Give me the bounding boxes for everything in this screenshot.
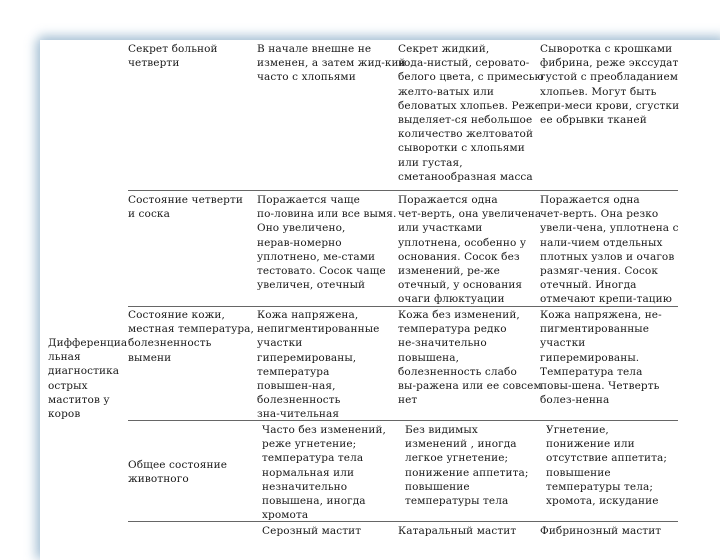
text-line: повы-шена. Четверть bbox=[540, 380, 660, 393]
text-line: размяг-чения. Сосок bbox=[540, 265, 659, 278]
text-line: участки bbox=[257, 337, 303, 350]
text-line: густой с преобладанием bbox=[540, 71, 679, 84]
text-line: повышена, bbox=[398, 351, 460, 364]
text-line: диагностика bbox=[48, 365, 120, 378]
text-line: Кожа напряжена, bbox=[257, 309, 359, 321]
text-line: понижение или bbox=[546, 438, 635, 451]
text-line: изменен, а затем жид-кий bbox=[257, 57, 406, 70]
text-line: Кожа напряжена, не- bbox=[540, 309, 662, 321]
text-line: основания. Сосок без bbox=[398, 250, 520, 263]
text-line: и соска bbox=[128, 208, 170, 221]
text-line: повышен-ная, bbox=[257, 380, 336, 393]
criterion-quarter bbox=[128, 193, 243, 221]
text-line: льная bbox=[48, 351, 81, 364]
text-line: реже угнетение; bbox=[262, 438, 357, 451]
text-line: отмечают крепи-тацию bbox=[540, 293, 673, 306]
text-line: вымени bbox=[128, 351, 172, 364]
text-line: участки bbox=[540, 337, 586, 350]
text-line: пигментированные bbox=[540, 323, 650, 336]
text-line: отсутствие аппетита; bbox=[546, 452, 668, 465]
text-line: четверти bbox=[128, 57, 180, 70]
text-line: температура тела bbox=[262, 452, 364, 465]
text-line: желто-ватых или bbox=[398, 85, 494, 98]
text-line: количество желтоватой bbox=[398, 128, 534, 141]
text-line: чет-верть. Она резко bbox=[540, 208, 659, 221]
text-line: Секрет больной bbox=[128, 43, 218, 55]
text-line: при-меси крови, сгустки bbox=[540, 99, 680, 112]
text-line: нерав-номерно bbox=[257, 236, 342, 249]
text-line: Поражается чаще bbox=[257, 194, 360, 206]
cell-quarter-serous bbox=[257, 193, 396, 292]
footer-catarrhal: Катаральный мастит bbox=[398, 525, 517, 537]
criterion-skin bbox=[128, 308, 254, 365]
text-line: маститов у bbox=[48, 393, 110, 406]
text-line: выделяет-ся небольшое bbox=[398, 114, 533, 127]
text-line: Дифференциа bbox=[48, 337, 128, 349]
text-line: Угнетение, bbox=[546, 424, 609, 436]
text-line: чет-верть, она увеличена bbox=[398, 208, 542, 221]
text-line: плотных узлов и очагов bbox=[540, 250, 675, 263]
text-line: Поражается одна bbox=[398, 194, 498, 206]
cell-skin-fibrinous bbox=[540, 308, 662, 407]
text-line: Кожа без изменений, bbox=[398, 309, 520, 321]
text-line: коров bbox=[48, 408, 81, 421]
text-line: вода-нистый, серовато- bbox=[398, 57, 530, 70]
text-line: болез-ненна bbox=[540, 394, 610, 407]
text-line: Секрет жидкий, bbox=[398, 43, 490, 55]
row-separator bbox=[128, 306, 678, 307]
text-line: отечный. Иногда bbox=[540, 279, 637, 292]
row-separator bbox=[128, 190, 678, 191]
text-line: или участками bbox=[398, 222, 483, 235]
cell-general-fibrinous bbox=[546, 423, 667, 508]
text-line: местная температура, bbox=[128, 323, 254, 336]
text-line: сыворотки с хлопьями bbox=[398, 142, 525, 155]
text-line: температура bbox=[257, 365, 330, 378]
text-line: незначительно bbox=[262, 480, 348, 493]
text-line: повышение bbox=[546, 466, 611, 479]
text-line: не-значительно bbox=[398, 337, 487, 350]
text-line: болезненность bbox=[257, 394, 341, 407]
cell-secret-serous bbox=[257, 42, 406, 85]
text-line: температура редко bbox=[398, 323, 507, 336]
text-line: Температура тела bbox=[540, 365, 643, 378]
text-line: сметанообразная масса bbox=[398, 170, 533, 183]
text-line: вы-ражена или ее совсем bbox=[398, 380, 542, 393]
text-line: уплотнено, ме-стами bbox=[257, 250, 376, 263]
text-line: нормальная или bbox=[262, 466, 355, 479]
text-line: болезненность bbox=[128, 337, 212, 350]
text-line: нали-чием отдельных bbox=[540, 236, 663, 249]
text-line: ее обрывки тканей bbox=[540, 114, 647, 127]
text-line: температуры тела bbox=[405, 495, 509, 508]
text-line: гиперемированы. bbox=[540, 351, 640, 364]
text-line: легкое угнетение; bbox=[405, 452, 509, 465]
cell-quarter-fibrinous bbox=[540, 193, 679, 307]
text-line: по-ловина или все вымя. bbox=[257, 208, 397, 221]
text-line: хромота, искудание bbox=[546, 495, 659, 508]
text-line: изменений, ре-же bbox=[398, 265, 500, 278]
text-line: Часто без изменений, bbox=[262, 424, 386, 436]
text-line: беловатых хлопьев. Реже bbox=[398, 99, 542, 112]
text-line: изменений , иногда bbox=[405, 438, 517, 451]
text-line: Сыворотка с крошками bbox=[540, 43, 673, 55]
footer-fibrinous: Фибринозный мастит bbox=[540, 525, 662, 537]
text-line: хлопьев. Могут быть bbox=[540, 85, 657, 98]
text-line: тестовато. Сосок чаще bbox=[257, 265, 386, 278]
text-line: фибрина, реже экссудат bbox=[540, 57, 679, 70]
text-line: уплотнена, особенно у bbox=[398, 236, 527, 249]
cell-general-catarrhal bbox=[405, 423, 529, 508]
cell-skin-serous bbox=[257, 308, 379, 422]
text-line: острых bbox=[48, 379, 88, 392]
cell-secret-catarrhal bbox=[398, 42, 544, 184]
text-line: болезненность слабо bbox=[398, 365, 517, 378]
text-line: гиперемированы, bbox=[257, 351, 357, 364]
text-line: увели-чена, уплотнена с bbox=[540, 222, 679, 235]
text-line: хромота bbox=[262, 509, 309, 522]
text-line: белого цвета, с примесью bbox=[398, 71, 544, 84]
text-line: понижение аппетита; bbox=[405, 466, 529, 479]
text-line: зна-чительная bbox=[257, 408, 340, 421]
text-line: Поражается одна bbox=[540, 194, 640, 206]
text-line: часто с хлопьями bbox=[257, 71, 356, 84]
text-line: нет bbox=[398, 394, 418, 407]
text-line: Общее состояние bbox=[128, 459, 228, 471]
text-line: увеличен, отечный bbox=[257, 279, 366, 292]
criterion-general bbox=[128, 458, 227, 486]
cell-skin-catarrhal bbox=[398, 308, 542, 407]
text-line: повышение bbox=[405, 480, 470, 493]
text-line: очаги флюктуации bbox=[398, 293, 505, 306]
footer-serous: Серозный мастит bbox=[262, 525, 362, 537]
text-line: температуры тела; bbox=[546, 480, 653, 493]
text-line: повышена, иногда bbox=[262, 495, 366, 508]
text-line: отечный, у основания bbox=[398, 279, 523, 292]
cell-secret-fibrinous bbox=[540, 42, 679, 127]
text-line: Оно увеличено, bbox=[257, 222, 346, 235]
text-line: или густая, bbox=[398, 156, 463, 169]
text-line: Без видимых bbox=[405, 424, 478, 436]
row-separator bbox=[128, 521, 678, 522]
text-line: животного bbox=[128, 473, 189, 486]
cell-quarter-catarrhal bbox=[398, 193, 541, 307]
criterion-secret bbox=[128, 42, 218, 70]
text-line: В начале внешне не bbox=[257, 43, 372, 55]
diagnosis-label bbox=[48, 336, 127, 421]
text-line: непигментированные bbox=[257, 323, 380, 336]
row-separator bbox=[128, 420, 678, 421]
cell-general-serous bbox=[262, 423, 386, 522]
text-line: Состояние кожи, bbox=[128, 309, 225, 321]
text-line: Состояние четверти bbox=[128, 194, 243, 206]
